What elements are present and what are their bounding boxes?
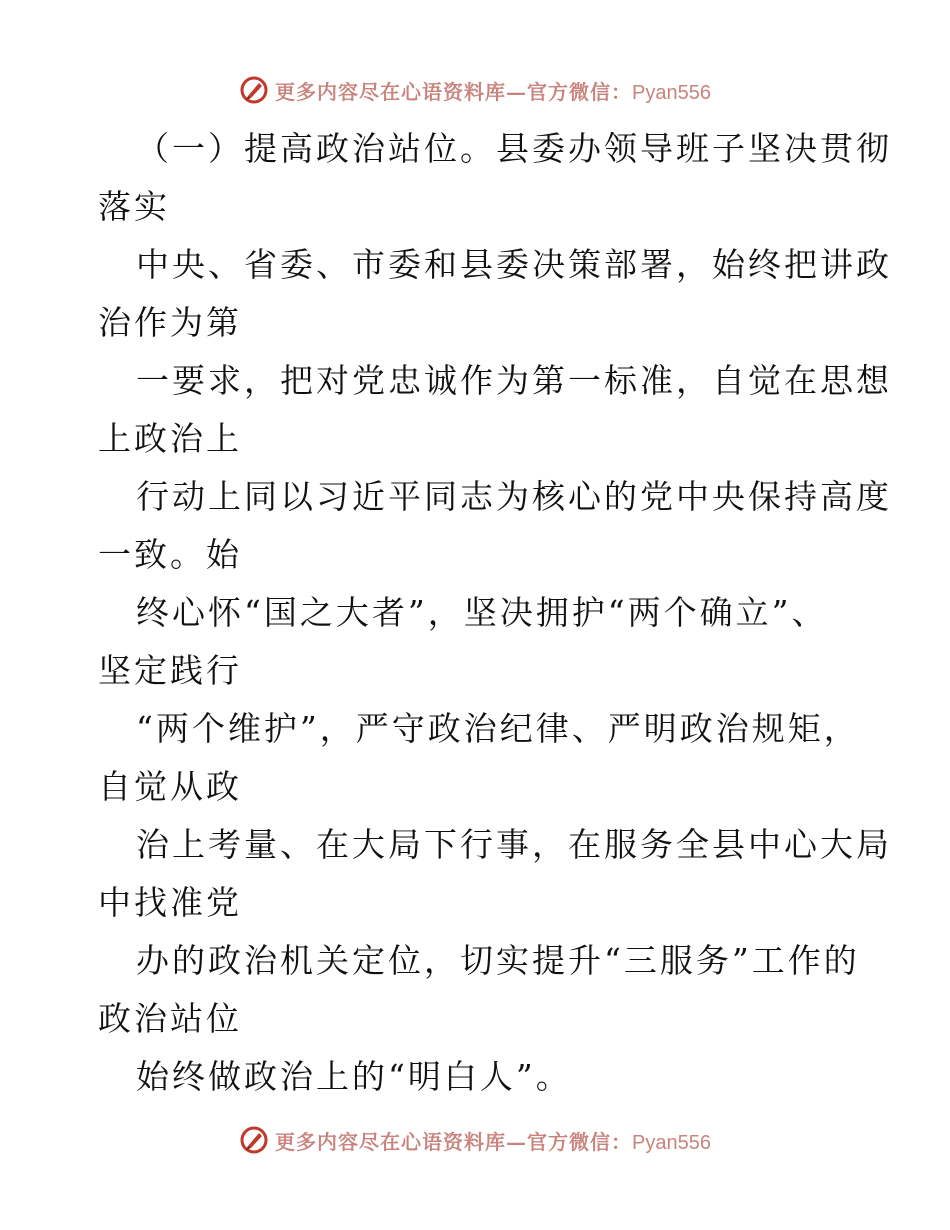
paragraph-line: 办的政治机关定位，切实提升“三服务”工作的 xyxy=(136,941,860,980)
watermark-text: 更多内容尽在心语资料库—官方微信：Pyan556 xyxy=(275,79,711,104)
paragraph-line: 中找准党 xyxy=(98,883,242,922)
paragraph-line: （一）提高政治站位。县委办领导班子坚决贯彻 xyxy=(136,129,892,168)
paragraph-line: “两个维护”，严守政治纪律、严明政治规矩， xyxy=(136,709,860,748)
paragraph-line: 自觉从政 xyxy=(98,767,242,806)
paragraph-line: 始终做政治上的“明白人”。 xyxy=(136,1057,572,1096)
paragraph-line: 上政治上 xyxy=(98,419,242,458)
watermark-text: 更多内容尽在心语资料库—官方微信：Pyan556 xyxy=(275,1129,711,1154)
pen-logo-icon xyxy=(239,75,269,105)
paragraph-line: 治上考量、在大局下行事，在服务全县中心大局 xyxy=(136,825,892,864)
paragraph-line: 一要求，把对党忠诚作为第一标准，自觉在思想 xyxy=(136,361,892,400)
paragraph-line: 行动上同以习近平同志为核心的党中央保持高度 xyxy=(136,477,892,516)
pen-logo-icon xyxy=(239,1125,269,1155)
document-body xyxy=(98,120,892,1106)
paragraph-line: 落实 xyxy=(98,187,170,226)
paragraph-line: 政治站位 xyxy=(98,999,242,1038)
footer-watermark xyxy=(0,1120,950,1160)
paragraph-line: 一致。始 xyxy=(98,535,242,574)
paragraph-line: 中央、省委、市委和县委决策部署，始终把讲政 xyxy=(136,245,892,284)
paragraph-line: 坚定践行 xyxy=(98,651,242,690)
paragraph-line: 治作为第 xyxy=(98,303,242,342)
paragraph-line: 终心怀“国之大者”，坚决拥护“两个确立”、 xyxy=(136,593,828,632)
header-watermark xyxy=(0,70,950,110)
